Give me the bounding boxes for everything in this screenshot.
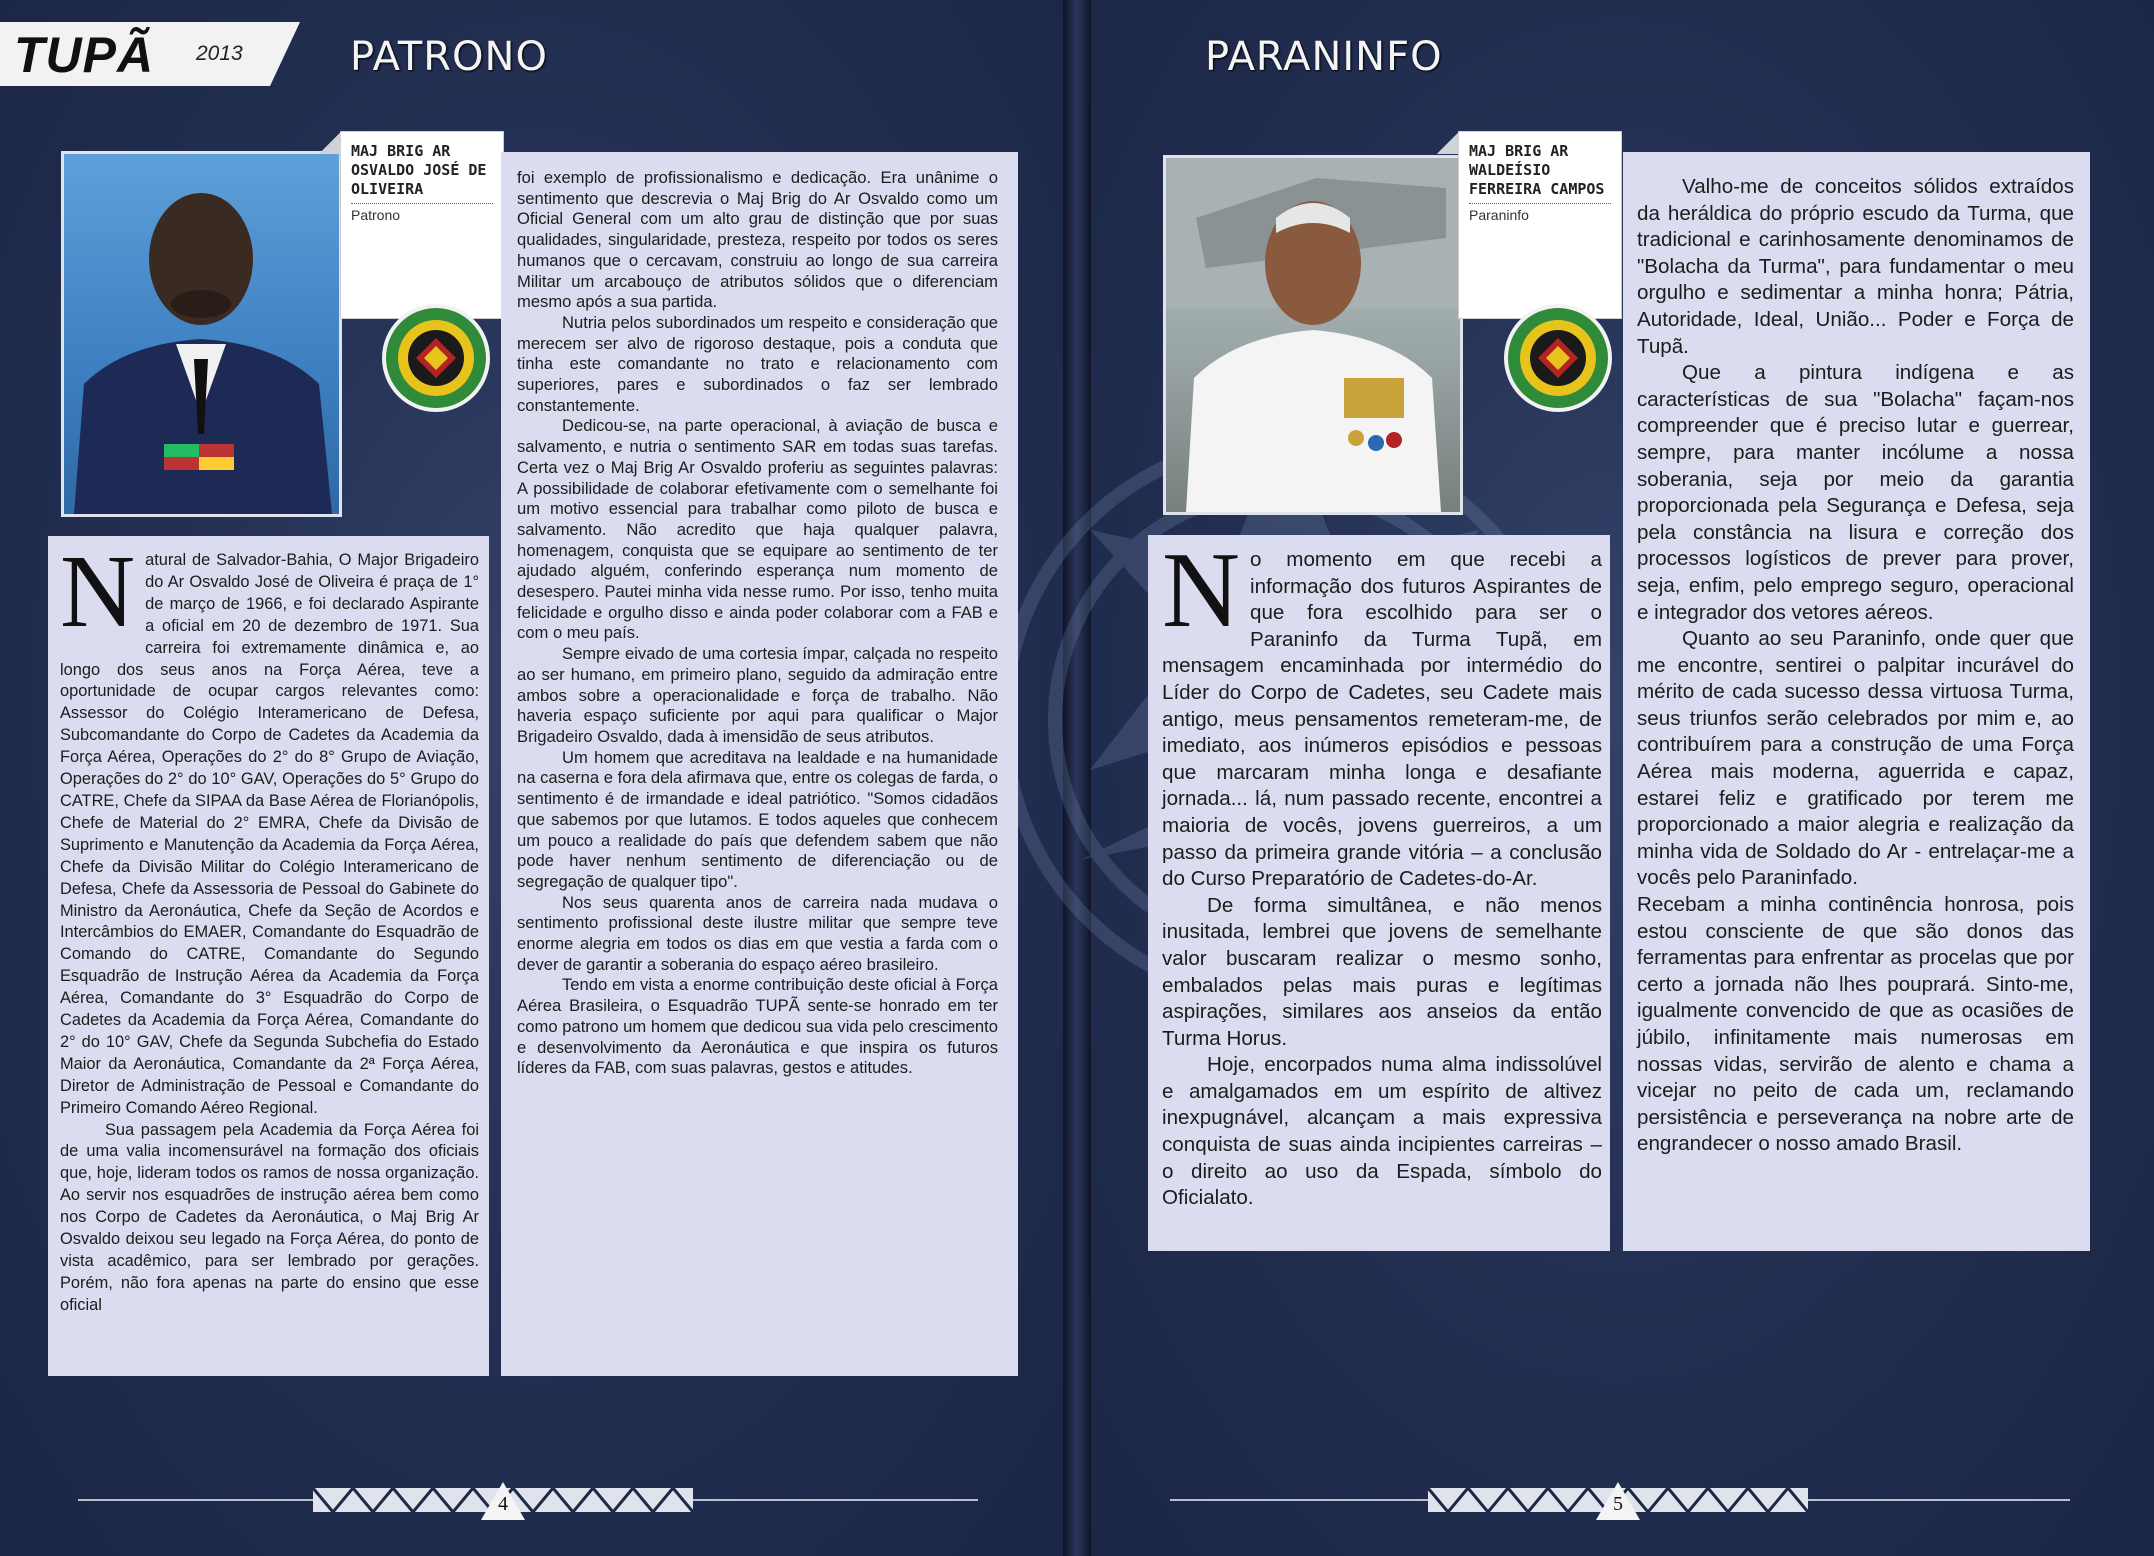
paragraph: foi exemplo de profissionalismo e dedicação. Era unânime o sentimento que descrevia o Maj Brig do Ar Osvaldo como um Oficial General com um alto grau de distinção que por suas qualidades, singularidade, presteza, respeito por todos os seres humanos que o cercavam, construiu ao longo de sua carreira Militar um arcabouço de atributos sólidos que o diferenciam mesmo após a sua partida. [517, 168, 998, 312]
patrono-text-column-1 [48, 536, 489, 1376]
officer-portrait-icon [1166, 158, 1460, 512]
paragraph: Hoje, encorpados numa alma indissolúvel e amalgamados em um espírito de altivez inexpugnável, alcançam a mais expressiva conquista de suas ainda incipientes carreiras – o direito ao uso da Espada, símbolo do Oficialato. [1162, 1053, 1602, 1210]
patrono-role: Patrono [351, 207, 401, 223]
patrono-portrait-photo [61, 151, 342, 517]
paraninfo-role: Paraninfo [1469, 207, 1529, 223]
officer-portrait-icon [64, 154, 339, 514]
brand-name: TUPÃ [14, 27, 155, 83]
patrono-title: PATRONO [350, 34, 548, 80]
paragraph: o momento em que recebi a informação dos futuros Aspirantes de que fora escolhido para ser o Paraninfo da Turma Tupã, em mensagem encaminhada por intermédio do Líder do Corpo de Cadetes, seu Cadete mais antigo, meus pensamentos remeteram-me, de imediato, aos inúmeros episódios e pessoas que marcaram minha longa e desafiante jornada... lá, num passado recente, encontrei a maioria de vocês, jovens guerreiros, a um passo da primeira grande vitória – a conclusão do Curso Preparatório de Cadetes-do-Ar. [1162, 548, 1602, 891]
paragraph: Valho-me de conceitos sólidos extraídos da heráldica do próprio escudo da Turma, que tradicional e carinhosamente denominamos de "Bolacha da Turma", para fundamentar o meu orgulho e sedimentar a minha honra; Pátria, Autoridade, Ideal, União... Poder e Força de Tupã. [1637, 175, 2074, 358]
page-number: 4 [498, 1493, 508, 1515]
paraninfo-portrait-photo [1163, 155, 1463, 515]
paragraph: Um homem que acreditava na lealdade e na humanidade na caserna e fora dela afirmava que, entre os colegas de farda, o sentimento é de irmandade e ideal patriótico. "Somos cidadãos que sabemos por que lutamos. E todos aqueles que conhecem um pouco a realidade do país que defendem sabem que não pode haver nenhum sentimento de diferenciação ou de segregação de qualquer tipo". [517, 747, 998, 891]
paragraph: Nos seus quarenta anos de carreira nada mudava o sentimento profissional deste ilustre militar que sempre teve enorme alegria em todos os dias em que vestia a farda com o dever de garantir a soberania do espaço aéreo brasileiro. [517, 892, 998, 974]
paragraph: Que a pintura indígena e as características de sua "Bolacha" façam-nos compreender que é preciso lutar e guerrear, sempre, para manter incólume a nossa soberania, seja por meio da garantia proporcionada pela Segurança e Defesa, seja pela constância na lisura e correção dos processos logísticos de prever para prover, seja, enfim, pelo emprego seguro, operacional e integrador dos vetores aéreos. [1637, 361, 2074, 624]
page-number: 5 [1613, 1493, 1623, 1515]
paragraph: Nutria pelos subordinados um respeito e consideração que merecem ser alvo de rigoroso destaque, pois a conduta que tinha este comandante no trato e relacionamento com superiores, pares e subordinados o faz ser lembrado constantemente. [517, 312, 998, 415]
paragraph: Recebam a minha continência honrosa, pois estou consciente de que são donos das ferramentas para enfrentar as procelas que por certo a jornada não lhes pouprará. Sinto-me, igualmente convencido de que as ocasiões de júbilo, infinitamente mais numerosas em nossas vidas, servirão de alento e chama a vicejar no peito de cada um, reclamando persistência e perseverança na nobre arte de engrandecer o nosso amado Brasil. [1637, 893, 2074, 1156]
patrono-name-card [341, 132, 503, 318]
paragraph: De forma simultânea, e não menos inusitada, lembrei que jovens de semelhante valor buscaram realizar o mesmo sonho, embalados pelas mais puras e legítimas aspirações, similares aos anseios da então Turma Horus. [1162, 893, 1602, 1050]
patrono-text-column-2 [501, 152, 1018, 1376]
brand-year: 2013 [196, 42, 243, 65]
paraninfo-name-card [1459, 132, 1621, 318]
paraninfo-name: MAJ BRIG AR WALDEÍSIO FERREIRA CAMPOS [1469, 142, 1611, 204]
paraninfo-dropcap: N [1162, 531, 1240, 650]
paragraph: Tendo em vista a enorme contribuição deste oficial à Força Aérea Brasileira, o Esquadrão TUPÃ sente-se honrado em ter como patrono um homem que dedicou sua vida pelo crescimento e desenvolvimento da Aeronáutica e que inspira os futuros líderes da FAB, com suas palavras, gestos e atitudes. [517, 975, 998, 1078]
paragraph: atural de Salvador-Bahia, O Major Brigadeiro do Ar Osvaldo José de Oliveira é praça de 1° de março de 1966, e foi declarado Aspirante a oficial em 20 de dezembro de 1971. Sua carreira foi extremamente dinâmica e, ao longo dos seus anos na Força Aérea, teve a oportunidade de ocupar cargos relevantes como: Assessor do Colégio Interamericano de Defesa, Subcomandante do Corpo de Cadetes da Academia da Força Aérea, Operações do 2° do 8° Grupo de Aviação, Operações do 2° do 10° GAV, Operações do 5° Grupo do CATRE, Chefe da SIPAA da Base Aérea de Florianópolis, Chefe de Material do 2° EMRA, Chefe da Divisão de Suprimento e Manutenção da Academia da Força Aérea, Chefe da Divisão Militar do Colégio Interamericano de Defesa, Chefe da Assessoria de Pessoal do Gabinete do Ministro da Aeronáutica, Chefe da Seção de Acordos e Intercâmbios do EMAER, Comandante do Esquadrão de Comando do CATRE, Comandante do Segundo Esquadrão de Instrução Aérea da Academia da Força Aérea, Comandante do 3° Esquadrão do Corpo de Cadetes da Academia da Força Aérea, Comandante do 2° do 10° GAV, Chefe da Segunda Subchefia do Estado Maior da Aeronáutica, Comandante da 2ª Força Aérea, Diretor de Administração de Pessoal e Comandante do Primeiro Comando Aéreo Regional. [60, 551, 479, 1117]
paragraph: Quanto ao seu Paraninfo, onde quer que me encontre, sentirei o palpitar incurável do mérito de cada sucesso dessa virtuosa Turma, seus triunfos serão celebrados por mim e, ao contribuírem para a construção de uma Força Aérea mais moderna, aguerrida e capaz, estarei feliz e gratificado por terem me proporcionado a maior alegria e realização da minha vida de Soldado do Ar - entrelaçar-me a vocês pelo Paraninfado. [1637, 627, 2074, 890]
patrono-dropcap: N [60, 534, 136, 649]
cadet-corps-crest-icon [1502, 302, 1614, 414]
paraninfo-text-column-1 [1148, 531, 1610, 1251]
paragraph: Sempre eivado de uma cortesia ímpar, calçada no respeito ao ser humano, em primeiro plano, seguido da admiração entre ambos sobre a operacionalidade e força de trabalho. Não haveria espaço suficiente por aqui para qualificar o Major Brigadeiro Osvaldo, dada à imensidão de seus atributos. [517, 644, 998, 746]
paragraph: Dedicou-se, na parte operacional, à aviação de busca e salvamento, e nutria o sentimento SAR em todas suas tarefas. Certa vez o Maj Brig Ar Osvaldo proferiu as seguintes palavras: A possibilidade de colaborar efetivamente com o semelhante foi um motivo essencial para trabalhar como piloto de busca e salvamento. Não acredito que haja qualquer palavra, homenagem, conquista que se equipare ao sentimento de ter ajudado alguém, conferindo esperança num momento de desespero. Pautei minha vida nesse rumo. Por isso, tenho muita felicidade e orgulho disso e ainda poder colaborar com a FAB e com o meu país. [517, 416, 998, 643]
paragraph: Sua passagem pela Academia da Força Aérea foi de uma valia incomensurável na formação dos oficiais que, hoje, lideram todos os ramos de nossa organização. Ao servir nos esquadrões de instrução aérea bem como nos Corpo de Cadetes da Aeronáutica, o Maj Brig Ar Osvaldo deixou seu legado na Força Aérea, do ponto de vista acadêmico, para ser lembrado por gerações. Porém, não fora apenas na parte do ensino que esse oficial [60, 1120, 479, 1314]
cadet-corps-crest-icon [380, 302, 492, 414]
paraninfo-title: PARANINFO [1205, 34, 1443, 80]
paraninfo-text-column-2 [1623, 152, 2090, 1251]
patrono-name: MAJ BRIG AR OSVALDO JOSÉ DE OLIVEIRA [351, 142, 493, 204]
